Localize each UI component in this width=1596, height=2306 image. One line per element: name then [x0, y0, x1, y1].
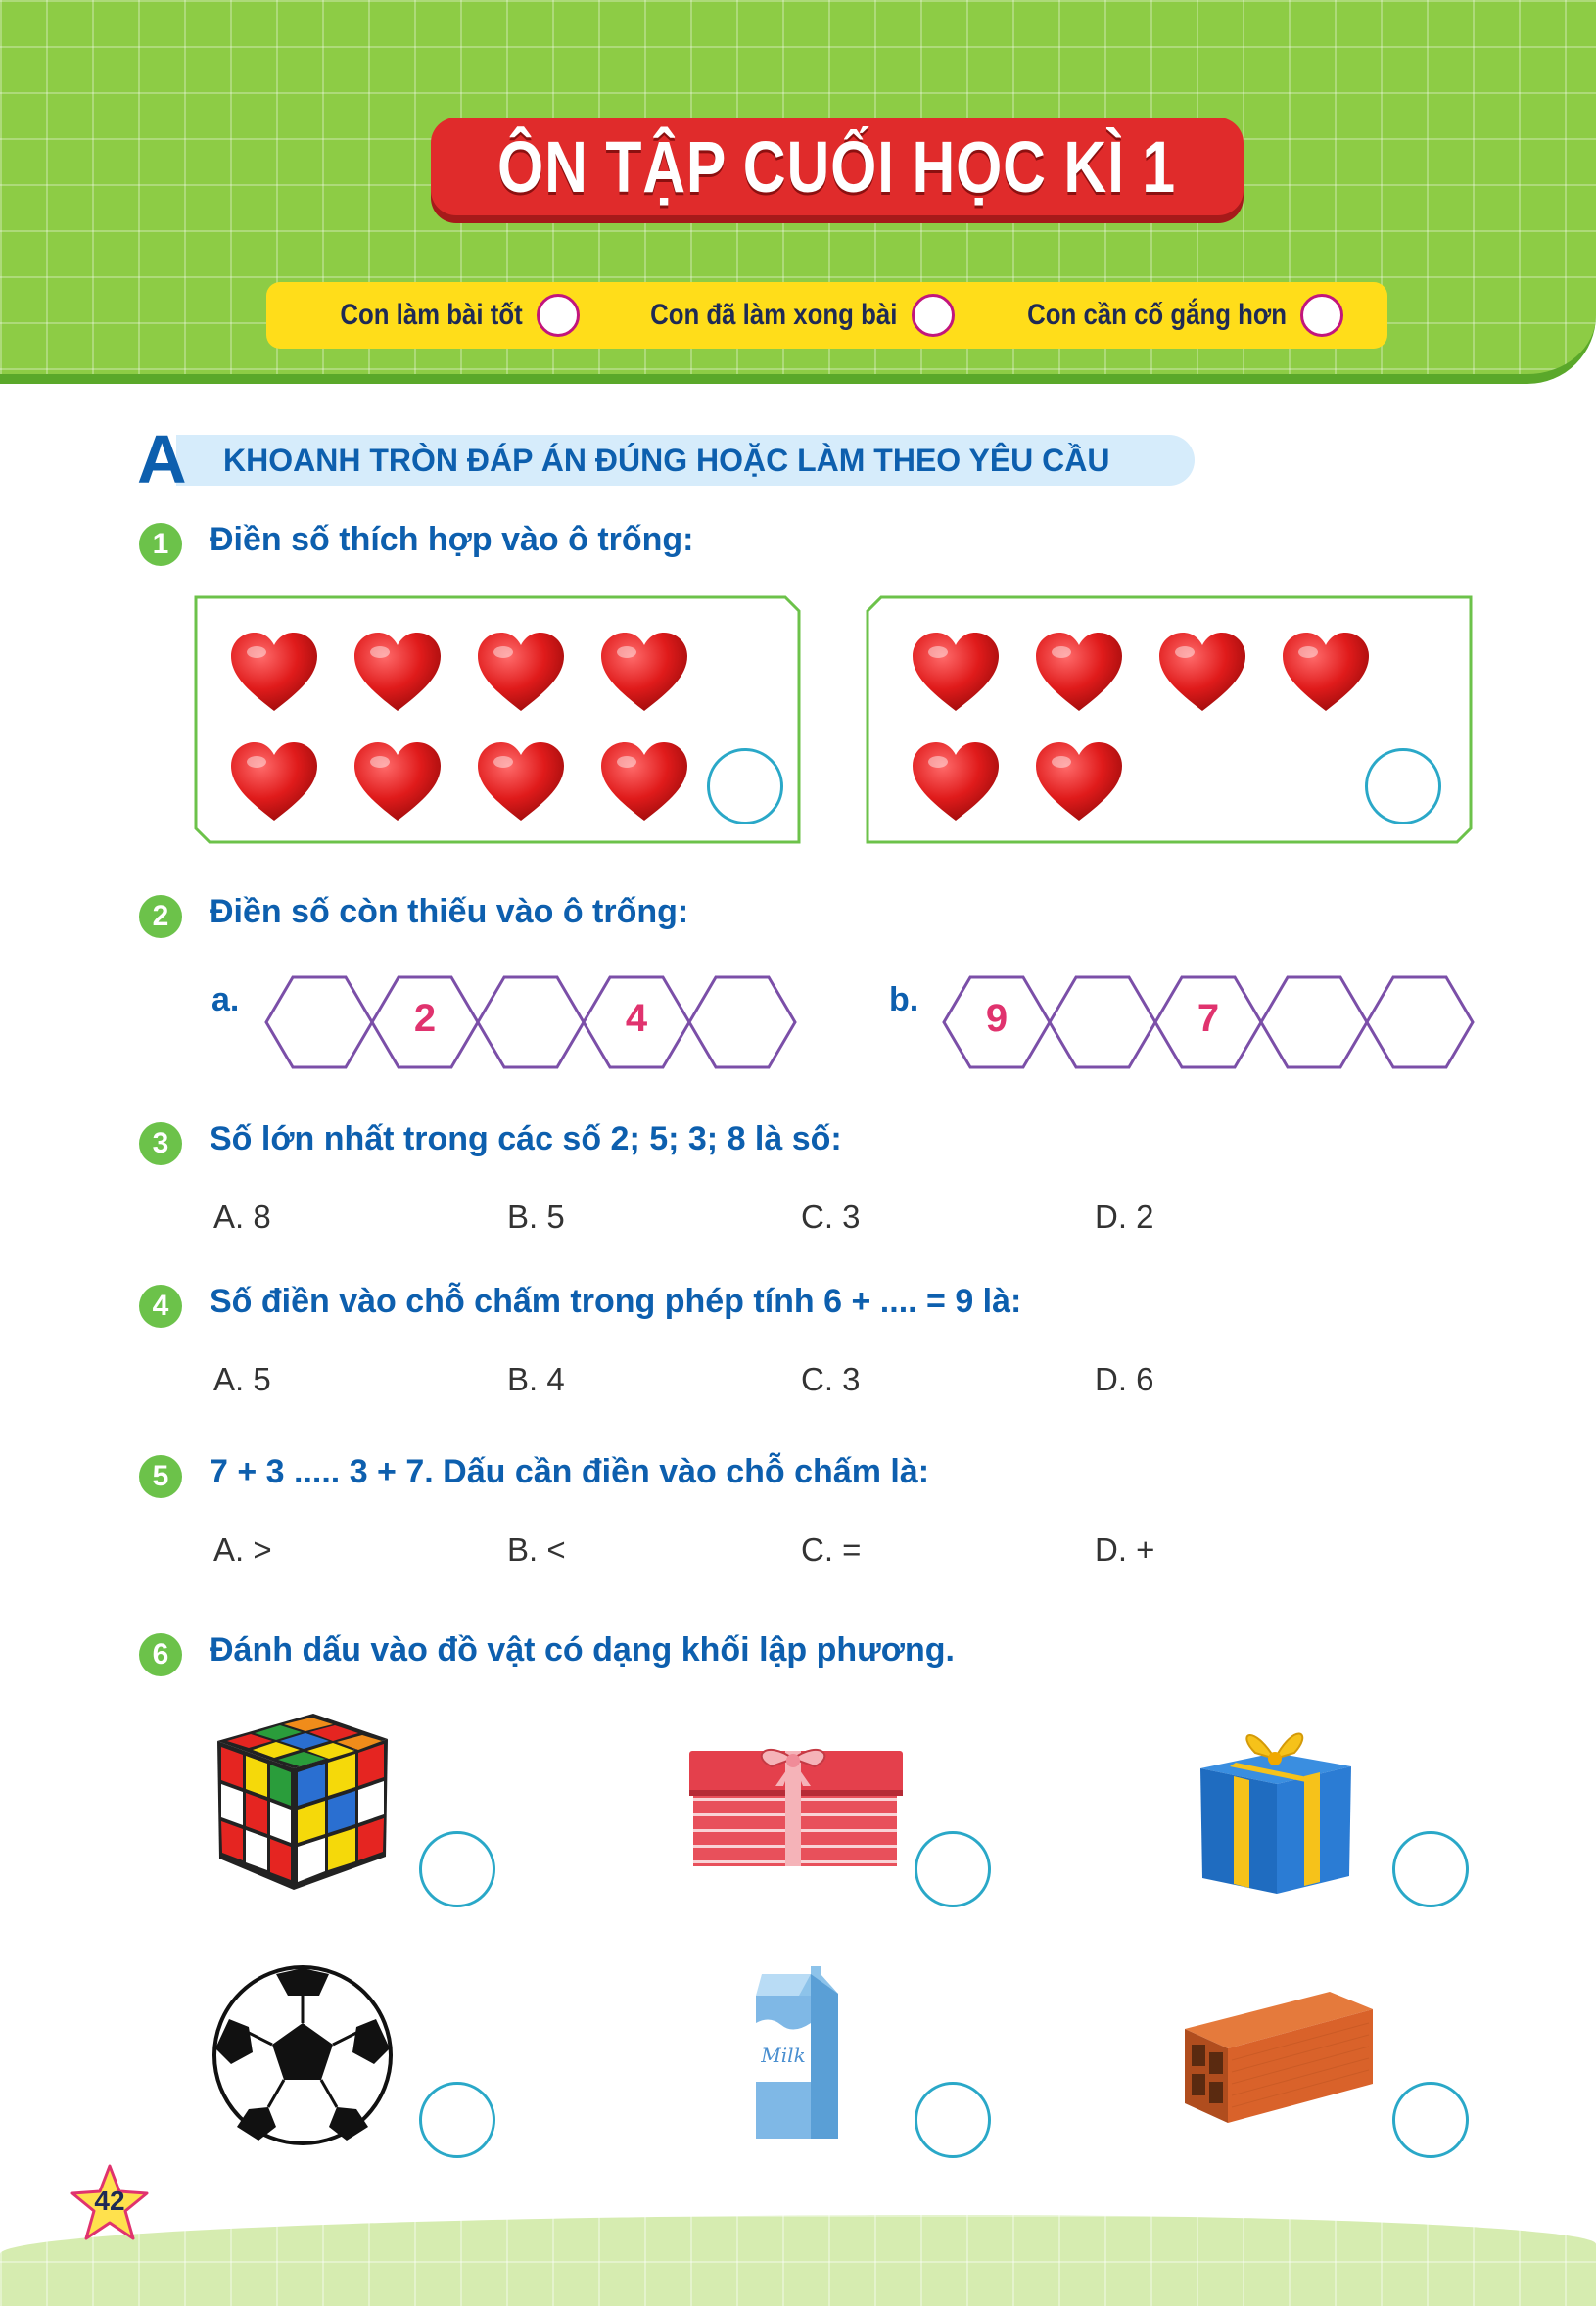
question-2-text: Điền số còn thiếu vào ô trống:: [210, 893, 689, 930]
option-b[interactable]: B. 4: [507, 1361, 565, 1397]
part-b-hex-cell[interactable]: [1050, 977, 1155, 1067]
part-a-hex-number: 4: [625, 997, 648, 1040]
answer-circle-box-2[interactable]: [1365, 748, 1441, 824]
heart-icon: [476, 631, 566, 715]
question-number-1: 1: [139, 523, 182, 566]
milk-label: Milk: [761, 2044, 806, 2067]
heart-icon: [352, 740, 443, 824]
part-b-label: b.: [889, 981, 919, 1018]
option-b[interactable]: B. <: [507, 1531, 566, 1568]
section-a-heading: [137, 421, 1195, 497]
answer-circle-gift-cube[interactable]: [1392, 1831, 1469, 1907]
rating-item-try-harder: [985, 294, 1343, 337]
option-b[interactable]: B. 5: [507, 1199, 565, 1235]
question-3-text: Số lớn nhất trong các số 2; 5; 3; 8 là số:: [210, 1120, 842, 1157]
part-b-hex-cell[interactable]: [1261, 977, 1367, 1067]
footer-band: [0, 2215, 1596, 2306]
question-1-text: Điền số thích hợp vào ô trống:: [210, 521, 694, 558]
answer-circle-milk[interactable]: [915, 2082, 991, 2158]
part-b-hex-number: 7: [1197, 997, 1220, 1040]
option-d[interactable]: D. 2: [1095, 1199, 1154, 1235]
option-d[interactable]: D. 6: [1095, 1361, 1154, 1397]
rating-label: Con làm bài tốt: [340, 299, 524, 331]
heart-icon: [599, 740, 689, 824]
page-title: ÔN TẬP CUỐI HỌC KÌ 1: [497, 125, 1177, 208]
heart-icon: [229, 631, 319, 715]
question-number-2: 2: [139, 895, 182, 938]
question-number-6: 6: [139, 1633, 182, 1676]
heart-icon: [1034, 740, 1124, 824]
rating-checkbox[interactable]: [537, 294, 580, 337]
answer-circle-ball[interactable]: [419, 2082, 495, 2158]
soccer-ball-icon: [210, 1962, 396, 2148]
part-a-hex-number: 2: [413, 997, 437, 1040]
rating-checkbox[interactable]: [912, 294, 955, 337]
question-number-4: 4: [139, 1285, 182, 1328]
part-a-hex-row: [264, 975, 797, 1069]
heart-icon: [476, 740, 566, 824]
milk-carton-icon: [752, 1964, 844, 2142]
part-b-hex-cell[interactable]: [1367, 977, 1473, 1067]
question-number-5: 5: [139, 1455, 182, 1498]
header-banner: [0, 0, 1596, 384]
question-6-text: Đánh dấu vào đồ vật có dạng khối lập phương.: [210, 1631, 955, 1669]
question-number-3: 3: [139, 1122, 182, 1165]
self-rating-bar: [266, 282, 1387, 349]
rating-item-good: [310, 294, 580, 337]
question-5-text: 7 + 3 ..... 3 + 7. Dấu cần điền vào chỗ chấm là:: [210, 1453, 930, 1490]
rubik-cube-icon: [215, 1712, 392, 1892]
part-a-hex-cell[interactable]: [478, 977, 584, 1067]
heart-icon: [911, 631, 1001, 715]
part-a-hex-cell[interactable]: [689, 977, 795, 1067]
part-b-hex-number: 9: [985, 997, 1009, 1040]
heart-icon: [1157, 631, 1247, 715]
rating-checkbox[interactable]: [1300, 294, 1343, 337]
brick-icon: [1183, 1988, 1375, 2125]
option-a[interactable]: A. 8: [213, 1199, 271, 1235]
option-a[interactable]: A. 5: [213, 1361, 271, 1397]
heart-icon: [1281, 631, 1371, 715]
option-a[interactable]: A. >: [213, 1531, 272, 1568]
option-d[interactable]: D. +: [1095, 1531, 1155, 1568]
rating-label: Con đã làm xong bài: [650, 299, 898, 331]
title-banner: [431, 118, 1244, 215]
answer-circle-rubik[interactable]: [419, 1831, 495, 1907]
section-title-pill: [176, 435, 1195, 486]
part-a-label: a.: [211, 981, 240, 1018]
heart-icon: [1034, 631, 1124, 715]
rating-label: Con cần cố gắng hơn: [1026, 299, 1287, 331]
question-4-text: Số điền vào chỗ chấm trong phép tính 6 + .... = 9 là:: [210, 1283, 1022, 1320]
heart-icon: [229, 740, 319, 824]
option-c[interactable]: C. 3: [801, 1199, 861, 1235]
gift-box-cube-icon: [1197, 1719, 1355, 1896]
rating-item-done: [610, 294, 954, 337]
page-number: 42: [94, 2186, 125, 2216]
section-letter: A: [137, 421, 187, 497]
heart-icon: [911, 740, 1001, 824]
heart-icon: [599, 631, 689, 715]
gift-box-flat-icon: [687, 1735, 905, 1872]
option-c[interactable]: C. =: [801, 1531, 862, 1568]
option-c[interactable]: C. 3: [801, 1361, 861, 1397]
part-a-hex-cell[interactable]: [266, 977, 372, 1067]
answer-circle-gift-flat[interactable]: [915, 1831, 991, 1907]
heart-icon: [352, 631, 443, 715]
section-title: KHOANH TRÒN ĐÁP ÁN ĐÚNG HOẶC LÀM THEO YÊU CẦU: [223, 442, 1110, 478]
answer-circle-brick[interactable]: [1392, 2082, 1469, 2158]
answer-circle-box-1[interactable]: [707, 748, 783, 824]
